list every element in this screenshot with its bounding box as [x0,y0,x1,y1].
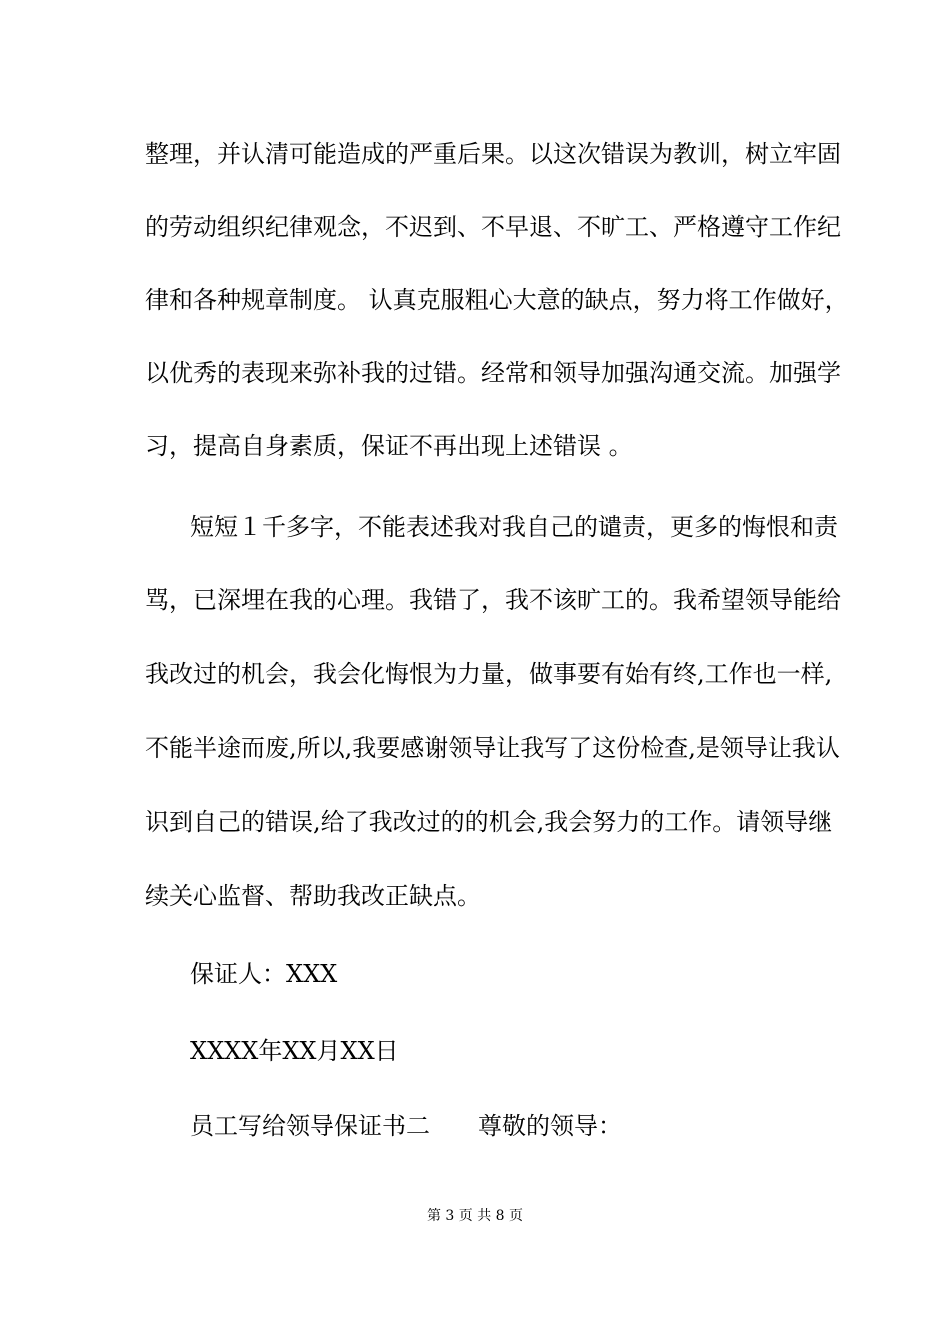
body-line: 骂，已深埋在我的心理。我错了，我不该旷工的。我希望领导能给 [145,586,841,614]
body-line: 律和各种规章制度。 认真克服粗心大意的缺点，努力将工作做好， [145,286,849,314]
page-number: 第 3 页 共 8 页 [426,1208,524,1224]
page-footer [0,1207,950,1225]
guarantor-line: 保证人：XXX [190,960,338,988]
body-line: 整理，并认清可能造成的严重后果。以这次错误为教训，树立牢固 [145,140,841,168]
body-line: 以优秀的表现来弥补我的过错。经常和领导加强沟通交流。加强学 [145,359,841,387]
date-line: XXXX年XX月XX日 [190,1037,399,1065]
body-line: 我改过的机会，我会化悔恨为力量，做事要有始有终,工作也一样, [145,660,833,688]
body-line: 短短１千多字，不能表述我对我自己的谴责，更多的悔恨和责 [190,513,838,541]
body-line: 的劳动组织纪律观念，不迟到、不早退、不旷工、严格遵守工作纪 [145,213,841,241]
body-line: 不能半途而废,所以,我要感谢领导让我写了这份检查,是领导让我认 [145,734,840,762]
body-line: 续关心监督、帮助我改正缺点。 [145,882,481,910]
body-line: 识到自己的错误,给了我改过的的机会,我会努力的工作。请领导继 [145,808,833,836]
section-heading: 员工写给领导保证书二 尊敬的领导： [190,1112,622,1140]
body-line: 习，提高自身素质，保证不再出现上述错误 。 [145,432,633,460]
